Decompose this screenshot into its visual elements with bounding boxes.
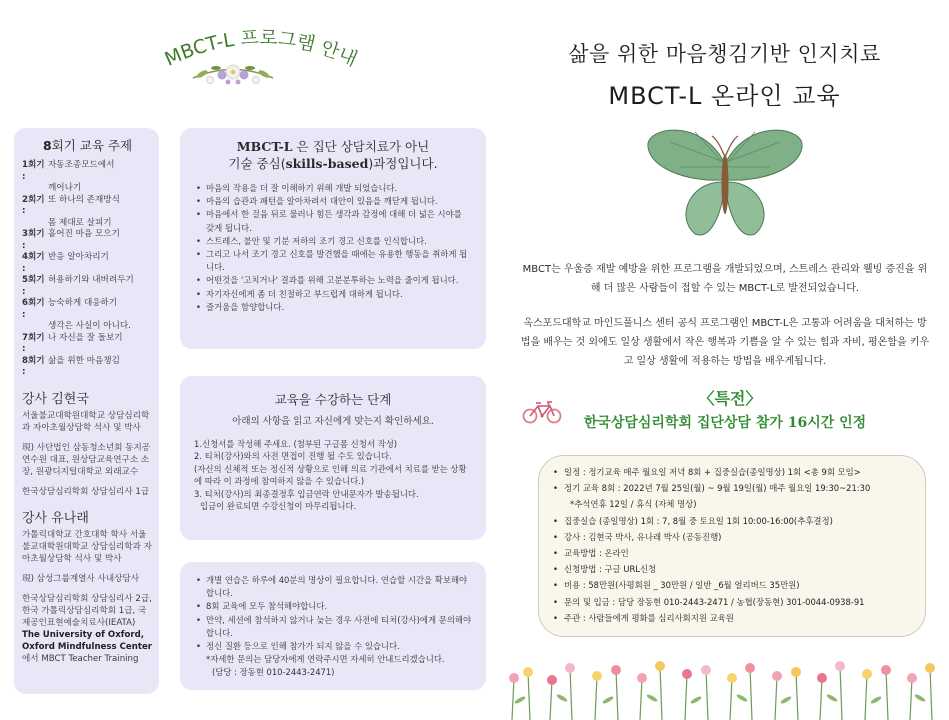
session-item: 2회기 : 또 하나의 존재방식 bbox=[22, 194, 120, 216]
program-info-box bbox=[538, 455, 926, 637]
fee-item: • 비용 : 58만원(사평회원 _ 30만원 / 일반 _6월 얼리버드 35만원) bbox=[553, 577, 915, 593]
enrollment-step: 입금이 완료되면 수강신청이 마무리됩니다. bbox=[200, 501, 357, 512]
regular-session-item: • 정기 교육 8회 : 2022년 7월 25일(월) ~ 9월 19일(월) 매주 월요일 19:30~21:30 bbox=[553, 480, 915, 496]
instructor-1-license: 한국상담심리학회 상담심리사 1급 bbox=[22, 486, 150, 497]
flower-wreath-icon bbox=[188, 56, 278, 96]
organizer-item: • 주관 : 사람들에게 평화를 심리사회지원 교육원 bbox=[553, 610, 915, 626]
instructor-2-name: 강사 유나래 bbox=[22, 510, 89, 526]
instructor-1-education: 서울불교대학원대학교 상담심리학과 자아초월상담학 석사 및 박사 bbox=[22, 410, 150, 433]
enrollment-steps-box bbox=[180, 376, 486, 540]
brand-arc-text: MBCT-L 프로그램 안내 bbox=[161, 26, 361, 71]
skills-based-box bbox=[180, 128, 486, 349]
session-item: 3회기 : 흩어진 마음 모으기 bbox=[22, 229, 120, 251]
certification-text: 한국상담심리학회 집단상담 참가 16시간 인정 bbox=[583, 415, 867, 431]
session-item: 6회기 : 능숙하게 대응하기 bbox=[22, 298, 118, 320]
bicycle-icon bbox=[522, 398, 562, 424]
session-item: 8회기 : 삶을 위한 마음챙김 bbox=[22, 355, 120, 377]
session-item: 5회기 : 허용하기와 내버려두기 bbox=[22, 275, 134, 297]
list-item: • 만약, 세션에 참석하지 않거나 늦는 경우 사전에 티처(강사)에게 문의해야 합니다. bbox=[194, 614, 472, 640]
list-item: • 개별 연습은 하루에 40분의 명상이 필요합니다. 연습할 시간을 확보해야 합니다. bbox=[194, 574, 472, 600]
enrollment-step: 1.신청서를 작성해 주세요. (첨부된 구글폼 신청서 작성) bbox=[194, 439, 398, 449]
session-item: 깨어나기 bbox=[48, 183, 82, 193]
list-item: • 마음의 습관과 패턴을 알아차려서 대안이 있음을 깨닫게 됩니다. bbox=[194, 195, 472, 208]
requirements-box bbox=[180, 562, 486, 690]
page-title: 삶을 위한 마음챙김기반 인지치료 bbox=[568, 42, 881, 66]
intro-paragraph: MBCT는 우울증 재발 예방을 위한 프로그램을 개발되었으며, 스트레스 관리와 웰빙 증진을 위해 더 많은 사람들이 접할 수 있는 MBCT-L로 발전되었습니다. bbox=[522, 264, 928, 294]
special-benefit-heading: 〈특전〉 bbox=[698, 389, 762, 408]
session-item: 1회기 : 자동조종모드에서 bbox=[22, 160, 115, 182]
curriculum-heading: 8회기 교육 주제 bbox=[42, 138, 133, 153]
method-item: • 교육방법 : 온라인 bbox=[553, 545, 915, 561]
skills-based-heading: MBCT-L 은 집단 상담치료가 아닌 기술 중심(skills-based)과정입니다. bbox=[228, 139, 438, 171]
list-item: • 자기자신에게 좀 더 친절하고 부드럽게 대하게 됩니다. bbox=[194, 288, 472, 301]
intensive-session-item: • 집중실습 (종일명상) 1회 : 7, 8월 중 토요일 1회 10:00-16:00(추후결정) bbox=[553, 513, 915, 529]
instructor-2-oxford: The University of Oxford, Oxford Mindfulness Center bbox=[22, 629, 153, 652]
requirements-list bbox=[194, 574, 472, 653]
curriculum-sidebar bbox=[14, 128, 159, 694]
instructor-2-training: 에서 MBCT Teacher Training bbox=[22, 653, 139, 664]
list-item: • 스트레스, 불안 및 기분 저하의 조기 경고 신호를 인식합니다. bbox=[194, 235, 472, 248]
instructor-2-position: 現) 삼성그룹계열사 사내상담사 bbox=[22, 573, 140, 584]
instructor-2-education: 가톨릭대학교 간호대학 학사 서울불교대학원대학교 상담심리학과 자아초월상담학 석사 및 박사 bbox=[22, 529, 152, 564]
list-item: • 마음에서 한 걸음 뒤로 물러나 힘든 생각과 감정에 대해 더 넓은 시야를 갖게 됩니다. bbox=[194, 208, 472, 234]
enrollment-step: 3. 티처(강사)의 최종결정후 입금연락 안내문자가 발송됩니다. bbox=[194, 488, 419, 499]
application-item: • 신청방법 : 구글 URL신청 bbox=[553, 561, 915, 577]
oxford-paragraph: 옥스포드대학교 마인드풀니스 센터 공식 프로그램인 MBCT-L은 고통과 어려움을 대처하는 방법을 배우는 것 외에도 일상 생활에서 작은 행복과 기쁨을 알 수 있는 힘과 자비, 평온함을 키우고 일상 생활에 적용하는 방법을 배우게됩니다. bbox=[520, 318, 930, 367]
holiday-note: *추석연휴 12일 / 휴식 (자체 명상) bbox=[570, 499, 697, 510]
enrollment-step: 2. 티처(강사)와의 사전 면접이 진행 될 수도 있습니다. bbox=[194, 451, 392, 462]
session-item: 몸 제대로 살피기 bbox=[48, 217, 112, 228]
program-info-list bbox=[553, 464, 915, 626]
enrollment-subheading: 아래의 사항을 읽고 자신에게 맞는지 확인하세요. bbox=[232, 416, 434, 427]
right-panel bbox=[500, 0, 949, 720]
session-item: 7회기 : 나 자신을 잘 돌보기 bbox=[22, 332, 123, 354]
flower-border-icon bbox=[500, 650, 949, 720]
butterfly-icon bbox=[640, 122, 810, 242]
enrollment-heading: 교육을 수강하는 단계 bbox=[274, 392, 392, 407]
session-item: 생각은 사실이 아니다. bbox=[48, 321, 131, 331]
instructor-2-license: 한국상담심리학회 상담심리사 2급, 한국 가톨릭상담심리학회 1급, 국제공인표현예술치료사(IEATA) bbox=[22, 593, 152, 628]
session-item: 4회기 : 반응 알아차리기 bbox=[22, 252, 109, 274]
contact-item: • 문의 및 입금 : 담당 장동현 010-2443-2471 / 농협(장동현) 301-0044-0938-91 bbox=[553, 594, 915, 610]
list-item: • 마음의 작용을 더 잘 이해하기 위해 개발 되었습니다. bbox=[194, 182, 472, 195]
contact-note: *자세한 문의는 담당자에게 연락주시면 자세히 안내드리겠습니다. bbox=[206, 654, 445, 665]
enrollment-step: (자신의 신체적 또는 정신적 상황으로 인해 의료 기관에서 치료를 받는 상황에 따라 이 과정에 참여하지 않을 수 있습니다.) bbox=[194, 463, 467, 487]
skills-benefit-list bbox=[194, 182, 472, 314]
schedule-item: • 일정 : 정기교육 매주 월요일 저녁 8회 + 집중실습(종일명상) 1회 <총 9회 모임> bbox=[553, 464, 915, 480]
instructor-1-name: 강사 김현국 bbox=[22, 391, 89, 407]
list-item: • 즐거움을 함양합니다. bbox=[194, 301, 472, 314]
list-item: • 어떤것을 '고치거나' 결과를 위해 고분분투하는 노력을 줄이게 됩니다. bbox=[194, 274, 472, 287]
list-item: • 그리고 나서 조기 경고 신호를 발견했을 때에는 유용한 행동을 취하게 됩니다. bbox=[194, 248, 472, 274]
instructor-1-position: 現) 사단법인 삼동청소년회 동지공연수원 대표, 원상담교육연구소 소장, 원광디지털대학교 외래교수 bbox=[22, 442, 151, 477]
list-item: • 8회 교육에 모두 참석해야합니다. bbox=[194, 600, 472, 613]
contact-person: (담당 : 장동현 010-2443-2471) bbox=[212, 666, 335, 677]
list-item: • 정신 질환 등으로 인해 참가가 되지 않을 수 있습니다. bbox=[194, 640, 472, 653]
instructors-item: • 강사 : 김현국 박사, 유나래 박사 (공동진행) bbox=[553, 529, 915, 545]
page-subtitle: MBCT-L 온라인 교육 bbox=[608, 82, 841, 110]
